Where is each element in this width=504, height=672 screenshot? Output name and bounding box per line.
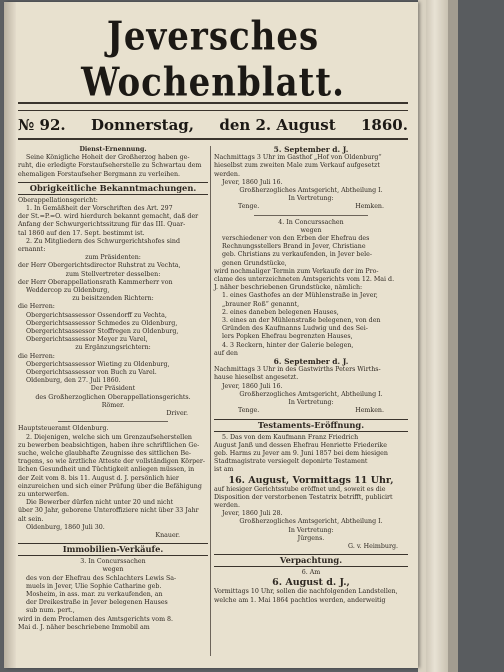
testament-line: geb. Harms zu Jever am 9. Juni 1857 bei dem hiesigen [214,449,388,457]
sale-line: Mosheim, in ass. mar. zu verkaufenden, an [26,590,163,598]
sale-cont-line: hieselbst zum zweiten Male zum Verkauf aufgesetzt [214,162,380,170]
left-column [18,146,208,632]
sale4-line: genen Grundstücke, [222,259,287,267]
sale4-line: clame des unterzeichneten Amtsgerichts vom 12. Mai d. [214,276,395,284]
issue-year: 1860. [361,116,408,134]
section-heading-real-estate: Immobilien-Verkäufe. [18,543,208,556]
sale-cont-line: Jever, 1860 Juli 16. [222,178,283,186]
tax-line: zu bewerben beabsichtigen, haben ihre schriftlichen Ge- [18,441,200,449]
issue-number: № 92. [18,116,66,134]
signature-row [214,407,408,415]
court-line: Der Präsident [90,385,136,393]
sale4-line: wird nochmaliger Termin zum Verkaufe der im Pro- [214,267,379,275]
sale4-line: verschiedener von den Erben der Ehefrau des [222,235,370,243]
column-divider [210,146,211,656]
separator [58,421,168,422]
testament-line: Jever, 1860 Juli 28. [222,510,283,518]
court-line: die Herren: [18,352,55,360]
testament-line: In Vertretung: [288,526,334,534]
issue-dateline [18,116,408,134]
sale-line: sub num. pert., [26,607,75,615]
tax-line: lichen Gesundheit und Tüchtigkeit anliegen müssen, in [18,466,195,474]
court-line: zu beisitzenden Richtern: [72,295,154,303]
testament-line: Großherzogliches Amtsgericht, Abtheilung I. [239,518,383,526]
court-line: Oldenburg, den 27. Juli 1860. [26,377,121,385]
sale-line: wird in dem Proclamen des Amtsgerichts vom 8. [18,615,174,623]
issue-weekday: Donnerstag, [90,116,195,134]
tax-line: einzureichen und sich einer Prüfung über die Befähigung [18,482,202,490]
testament-line: Disposition der verstorbenen Testatrix betrifft, publicirt [214,493,393,501]
separator [254,215,368,216]
testament-line: August Janß und dessen Ehefrau Henriette Friederike [214,441,387,449]
tax-line: Oldenburg, 1860 Juli 30. [26,523,105,531]
section-heading-testament: Testaments-Eröffnung. [214,419,408,432]
tax-title: Hauptsteueramt Oldenburg. [18,425,109,433]
sale-line: muels in Jever, Ulie Sophie Catharine geb. [26,582,162,590]
court-line: Obergerichtsassessor Ossendorff zu Vechta, [26,311,167,319]
testament-line: werden. [214,501,240,509]
sale4-line: Rechnungsstellers Brand in Jever, Christiane [222,243,366,251]
section-heading-official: Obrigkeitliche Bekanntmachungen. [18,182,208,195]
court-line: Anfang der Schwurgerichtssitzung für das III. Quar- [18,221,186,229]
sale4-line: 3. eines an der Mühlenstraße belegenen, von den [222,317,381,325]
tax-line: alt sein. [18,515,44,523]
sale-line: Mai d. J. näher beschriebene Immobil am [18,623,150,631]
sale4-date: 6. September d. J. [273,357,349,367]
testament-line: ist am [214,466,234,474]
testament-line: auf hiesiger Gerichtsstube eröffnet und, soweit es die [214,485,386,493]
dateline-rule [18,138,408,140]
page-stack-edge [418,0,426,672]
court-line: die Herren: [18,303,55,311]
testament-line: 5. Das von dem Kaufmann Franz Friedrich [222,433,359,441]
testament-date: 16. August, Vormittags 11 Uhr, [228,474,394,486]
court-line: Obergerichtsassessor Stoffregen zu Oldenburg, [26,328,179,336]
court-line: zum Präsidenten: [85,254,141,262]
book-binding-edge [426,0,448,672]
testament-line: Stadtmagistrate versiegelt deponirte Testament [214,458,368,466]
issue-date: den 2. August [219,116,336,134]
sale-date: 5. September d. J. [273,145,349,154]
sale4-line: Gründen des Kaufmanns Ludwig und des Sei- [222,325,368,333]
court-line: Weddercop zu Oldenburg, [26,287,110,295]
tax-line: tragens, so wie ärztliche Atteste der vollständigen Körper- [18,458,205,466]
signature: G. v. Heimburg. [348,542,398,550]
sale-cont-line: Nachmittags 3 Uhr im Gasthof „Hof von Oldenburg“ [214,154,382,162]
court-line: 1. In Gemäßheit der Vorschriften des Art. 297 [26,205,173,213]
lease-intro: 6. Am [301,569,321,577]
notice-line: ehemaligen Forstaufseher Bergmann zu verleihen. [18,170,181,178]
notice-line: ruht, die erledigte Forstaufseherstelle zu Schwartau dem [18,162,202,170]
court-line: Obergerichtsassessor Meyer zu Varel, [26,336,148,344]
sale4-line: Nachmittags 3 Uhr in des Gastwirths Peters Wirths- [214,366,381,374]
court-line: der St.=P.=O. wird hierdurch bekannt gemacht, daß der [18,213,199,221]
sale-cont-line: In Vertretung: [288,195,334,203]
sale4-line: 4. 3 Reckern, hinter der Galerie belegen, [222,341,354,349]
sale4-line: Großherzogliches Amtsgericht, Abtheilung I. [239,390,383,398]
sale-cont-line: Großherzogliches Amtsgericht, Abtheilung I. [239,187,383,195]
sale4-line: lers Popken Ehefrau begrenzten Hauses, [222,333,353,341]
section-heading-lease: Verpachtung. [214,554,408,567]
sale4-line: wegen [300,226,322,234]
sale4-line: In Vertretung: [288,399,334,407]
tax-line: 2. Diejenigen, welche sich um Grenzaufseherstellen [26,433,192,441]
signature: Tenge. [238,407,260,415]
sale4-line: 4. In Concurssachen [278,218,344,226]
sale-cont-line: werden. [214,170,240,178]
signature: Hemken. [355,407,384,415]
notice-line: Seine Königliche Hoheit der Großherzog haben ge- [26,154,190,162]
court-title: Oberappellationsgericht: [18,196,98,204]
tax-line: zu unterwerfen. [18,490,69,498]
tax-line: Die Bewerber dürfen nicht unter 20 und nicht [26,499,174,507]
masthead-title: Jeversches Wochenblatt. [81,14,345,106]
signature: Jürgens. [297,534,325,542]
signature: Tenge. [238,203,260,211]
tax-line: über 30 Jahr, geborene Unteroffiziere nicht über 33 Jahr [18,507,199,515]
book-spine-shadow [448,0,458,672]
court-line: des Großherzoglichen Oberappellationsgerichts. [35,393,191,401]
sale4-line: hause hieselbst angesetzt. [214,374,299,382]
court-line: Obergerichtsassessor Schmedes zu Oldenburg, [26,319,178,327]
court-line: Obergerichtsassessor von Buch zu Varel. [26,369,157,377]
masthead-rule-top [18,102,408,104]
tax-line: suche, welche glaubhafte Zeugnisse des sittlichen Be- [18,449,191,457]
court-line: der Herr Oberappellationsrath Kammerherr von [18,278,173,286]
court-line: der Herr Obergerichtsdirector Ruhstrat zu Vechta, [18,262,181,270]
sale-line: wegen [102,566,124,574]
court-line: 2. Zu Mitgliedern des Schwurgerichtshofes sind ernannt: [18,237,180,254]
court-signature: Römer. [101,401,125,409]
background-strip [458,0,504,672]
court-line: tal 1860 auf den 17. Sept. bestimmt ist. [18,229,145,237]
page-fold-shadow [4,2,16,668]
lease-line: Vormittags 10 Uhr, sollen die nachfolgenden Landstellen, [214,588,398,596]
sale-line: des von der Ehefrau des Schlachters Lewis Sa- [26,574,177,582]
sale-line: der Dreikestraße in Jever belegenen Hauses [26,599,168,607]
sale4-line: auf den [214,349,238,357]
lease-line: welche am 1. Mai 1864 pachtlos werden, anderweitig [214,596,386,604]
masthead-rule-bottom [18,110,408,111]
sale4-line: 1. eines Gasthofes an der Mühlenstraße in Jever, [222,292,378,300]
sale4-line: 2. eines daneben belegenen Hauses, [222,308,339,316]
right-column [214,146,408,605]
signature: Hemken. [355,203,384,211]
sale4-line: geb. Christians zu verkaufenden, in Jever bele- [222,251,372,259]
court-line: Obergerichtsassessor Wieting zu Oldenburg, [26,360,170,368]
sale4-line: Jever, 1860 Juli 16. [222,382,283,390]
lease-date: 6. August d. J., [272,577,350,589]
signature-row [214,203,408,211]
sale4-line: J. näher beschriebenen Grundstücke, nämlich: [214,284,363,292]
tax-signature: Knauer. [155,531,180,539]
tax-line: der Zeit vom 8. bis 11. August d. J. persönlich hier [18,474,179,482]
court-countersign: Driver. [166,410,188,418]
notice-title: Dienst-Ernennung. [79,146,147,153]
court-line: zu Ergänzungsrichtern: [75,344,151,352]
sale-line: 3. In Concurssachen [80,558,146,566]
court-line: zum Stellvertreter desselben: [65,270,161,278]
sale4-line: „brauner Roß“ genannt, [222,300,300,308]
